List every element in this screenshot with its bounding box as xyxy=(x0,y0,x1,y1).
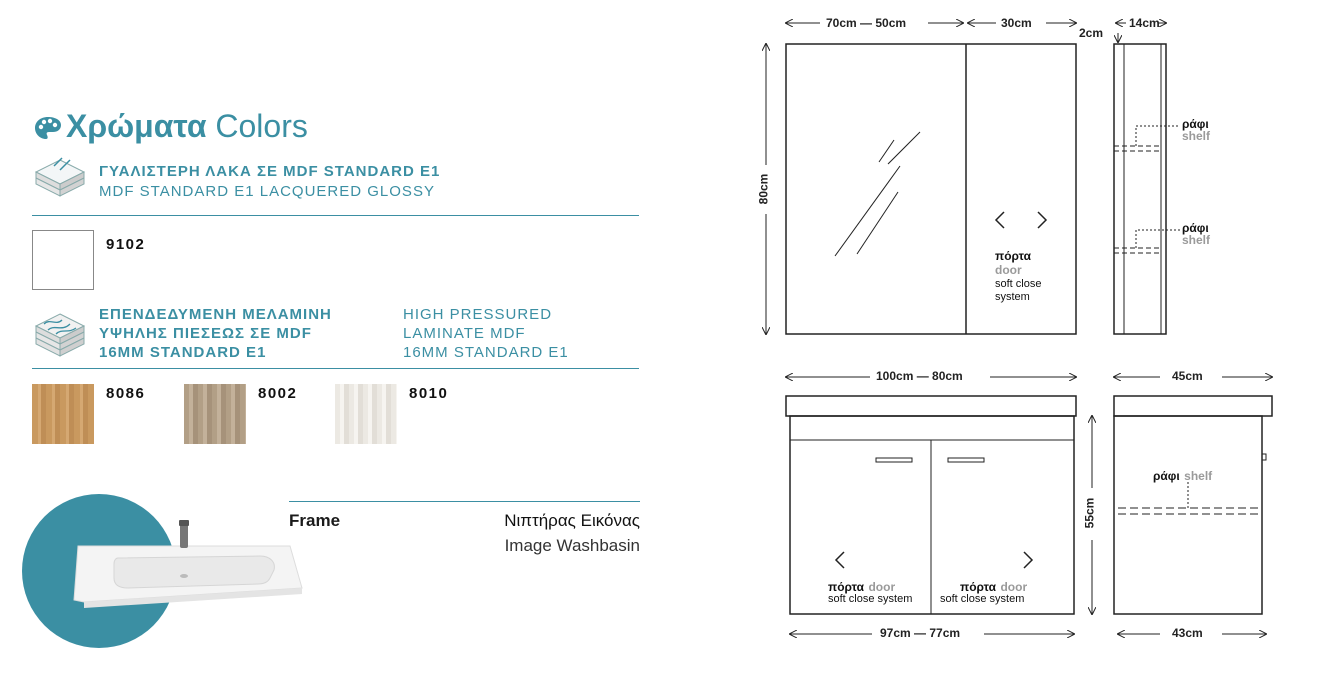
door-label-en: door xyxy=(995,263,1022,277)
lacquer-name-en: MDF STANDARD E1 LACQUERED GLOSSY xyxy=(99,183,435,200)
section-divider xyxy=(32,215,639,216)
swatch-8002 xyxy=(184,384,246,444)
section-divider xyxy=(289,501,640,502)
washbasin-image xyxy=(70,518,304,610)
shelf-label-gr: ράφι xyxy=(1153,469,1180,483)
shelf-label-gr: ράφι xyxy=(1182,221,1209,235)
palette-icon xyxy=(34,116,62,140)
swatch-code: 8002 xyxy=(258,385,298,402)
washbasin-name-en: Image Washbasin xyxy=(504,536,640,555)
dim-base-bottom-width: 97cm — 77cm xyxy=(880,626,961,640)
dim-mirror-depth: 14cm xyxy=(1129,16,1160,30)
swatch-8010 xyxy=(335,384,397,444)
dim-mirror-door-width: 30cm xyxy=(1001,16,1032,30)
base-shelf-label xyxy=(1153,467,1212,485)
dim-base-bottom-depth: 43cm xyxy=(1172,626,1203,640)
swatch-8086 xyxy=(32,384,94,444)
washbasin-name-gr: Νιπτήρας Εικόνας xyxy=(504,511,640,530)
dim-base-height: 55cm xyxy=(1082,497,1097,529)
dim-frame-thickness: 2cm xyxy=(1079,26,1104,40)
door-label-en: door xyxy=(1000,580,1028,594)
colors-title-en: Colors xyxy=(215,108,308,144)
door-note-1: soft close xyxy=(995,278,1042,290)
colors-title xyxy=(66,106,308,146)
swatch-code: 8086 xyxy=(106,385,146,402)
shelf-label-en: shelf xyxy=(1182,129,1211,143)
dim-mirror-height: 80cm xyxy=(756,173,771,205)
door-note: soft close system xyxy=(940,593,1025,605)
dim-base-top-width: 100cm — 80cm xyxy=(876,369,963,383)
shelf-label-en: shelf xyxy=(1182,233,1211,247)
door-note-2: system xyxy=(995,291,1030,303)
melamine-name-gr-2: ΥΨΗΛΗΣ ΠΙΕΣΕΩΣ ΣΕ MDF xyxy=(99,325,312,342)
swatch-code: 8010 xyxy=(409,385,449,402)
lacquer-name-gr: ΓΥΑΛΙΣΤΕΡΗ ΛΑΚΑ ΣΕ MDF STANDARD E1 xyxy=(99,163,441,180)
melamine-name-en-2: LAMINATE MDF xyxy=(403,325,526,342)
shelf-label-gr: ράφι xyxy=(1182,117,1209,131)
melamine-name-gr-1: ΕΠΕΝΔΕΔΥΜΕΝΗ ΜΕΛΑΜΙΝΗ xyxy=(99,306,332,323)
door-note: soft close system xyxy=(828,593,913,605)
swatch-code: 9102 xyxy=(106,236,146,253)
door-label-gr: πόρτα xyxy=(828,580,865,594)
melamine-name-en-3: 16MM STANDARD E1 xyxy=(403,344,569,361)
swatch-9102 xyxy=(32,230,94,290)
door-label-en: door xyxy=(868,580,896,594)
lacquer-board-icon xyxy=(34,156,86,200)
melamine-board-icon xyxy=(34,310,86,362)
door-label-gr: πόρτα xyxy=(995,249,1032,263)
melamine-name-en-1: HIGH PRESSURED xyxy=(403,306,553,323)
dim-base-top-depth: 45cm xyxy=(1172,369,1203,383)
door-label-gr: πόρτα xyxy=(960,580,997,594)
colors-title-gr: Χρώματα xyxy=(66,108,207,144)
section-divider xyxy=(32,368,639,369)
dim-mirror-width: 70cm — 50cm xyxy=(826,16,907,30)
frame-label: Frame xyxy=(289,511,341,530)
melamine-name-gr-3: 16MM STANDARD E1 xyxy=(99,344,267,361)
shelf-label-en: shelf xyxy=(1184,469,1213,483)
